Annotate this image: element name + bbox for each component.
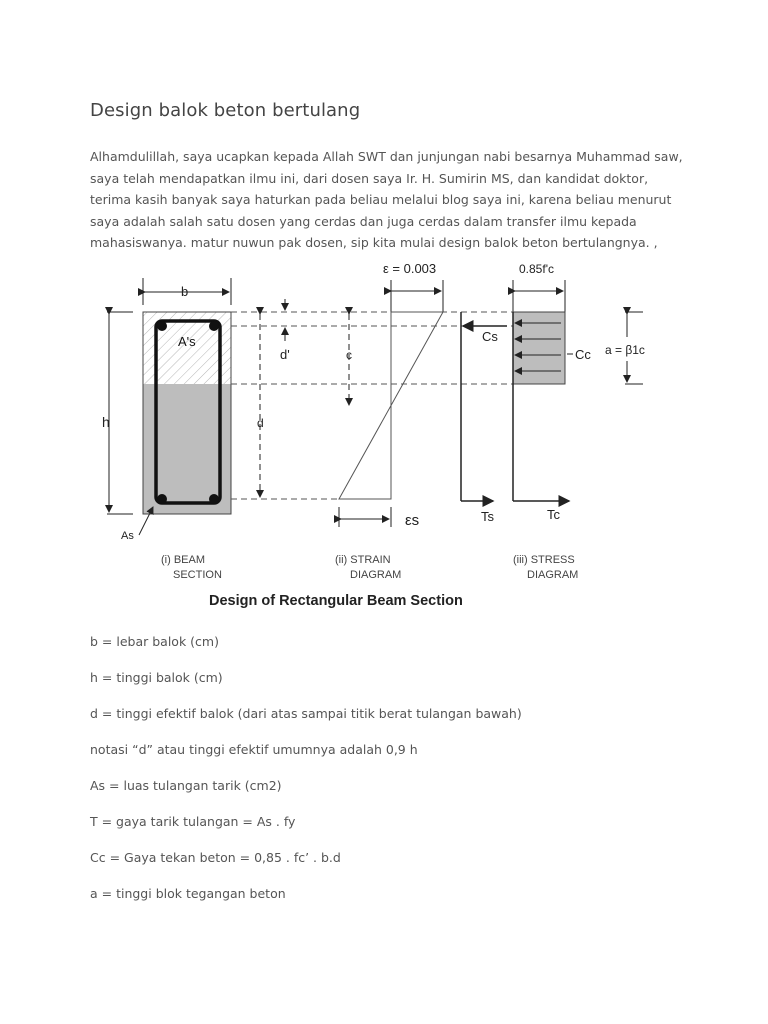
- definition-item: T = gaya tarik tulangan = As . fy: [90, 814, 296, 829]
- label-tc: Tc: [547, 507, 560, 522]
- intro-paragraph: Alhamdulillah, saya ucapkan kepada Allah SWT dan junjungan nabi besarnya Muhammad saw, saya telah mendapatkan ilmu ini, dari dosen saya Ir. H. Sumirin MS, dan kandidat doktor, terima kasih banyak saya haturkan pada beliau melalui blog saya ini, karena beliau menurut saya adalah salah satu dosen yang cerdas dan juga cerdas dalam transfer ilmu kepada mahasiswanya. matur nuwun pak dosen, sip kita mulai design balok beton bertulangnya. ,: [90, 149, 683, 250]
- caption-strain-1: (ii) STRAIN: [335, 554, 391, 566]
- rebar-top-right: [209, 321, 219, 331]
- rebar-bottom-left: [157, 494, 167, 504]
- definition-item: a = tinggi blok tegangan beton: [90, 886, 286, 901]
- definition-item: Cc = Gaya tekan beton = 0,85 . fc’ . b.d: [90, 850, 341, 865]
- caption-stress-2: DIAGRAM: [527, 569, 579, 581]
- rebar-top-left: [157, 321, 167, 331]
- label-c: c: [346, 348, 352, 362]
- caption-stress-1: (iii) STRESS: [513, 554, 575, 566]
- label-as-prime: A's: [178, 334, 196, 349]
- figure-caption: Design of Rectangular Beam Section: [209, 593, 463, 609]
- caption-strain-2: DIAGRAM: [350, 569, 402, 581]
- label-cs: Cs: [482, 329, 498, 344]
- strain-top-label: ε = 0.003: [383, 261, 437, 276]
- page-title: Design balok beton bertulang: [90, 100, 361, 121]
- label-b: b: [181, 284, 189, 299]
- label-eps-s: εs: [405, 512, 420, 529]
- definition-item: h = tinggi balok (cm): [90, 670, 223, 685]
- label-h: h: [102, 414, 110, 430]
- definition-item: d = tinggi efektif balok (dari atas sampai titik berat tulangan bawah): [90, 706, 522, 721]
- label-as: As: [121, 530, 134, 542]
- label-d: d: [257, 416, 264, 430]
- rebar-bottom-right: [209, 494, 219, 504]
- caption-beam-1: (i) BEAM: [161, 554, 205, 566]
- definitions-list: [90, 633, 522, 921]
- caption-beam-2: SECTION: [173, 569, 222, 581]
- definition-item: notasi “d” atau tinggi efektif umumnya adalah 0,9 h: [90, 742, 418, 757]
- definition-item: b = lebar balok (cm): [90, 634, 219, 649]
- beam-section-figure: [95, 255, 695, 615]
- label-cc: Cc: [575, 347, 591, 362]
- label-ts: Ts: [481, 509, 494, 524]
- label-a-eq: a = β1c: [605, 343, 645, 357]
- label-d-prime: d': [280, 347, 290, 362]
- stress-top-label: 0.85f'c: [519, 262, 554, 276]
- definition-item: As = luas tulangan tarik (cm2): [90, 778, 282, 793]
- beam-diagram: [95, 255, 695, 615]
